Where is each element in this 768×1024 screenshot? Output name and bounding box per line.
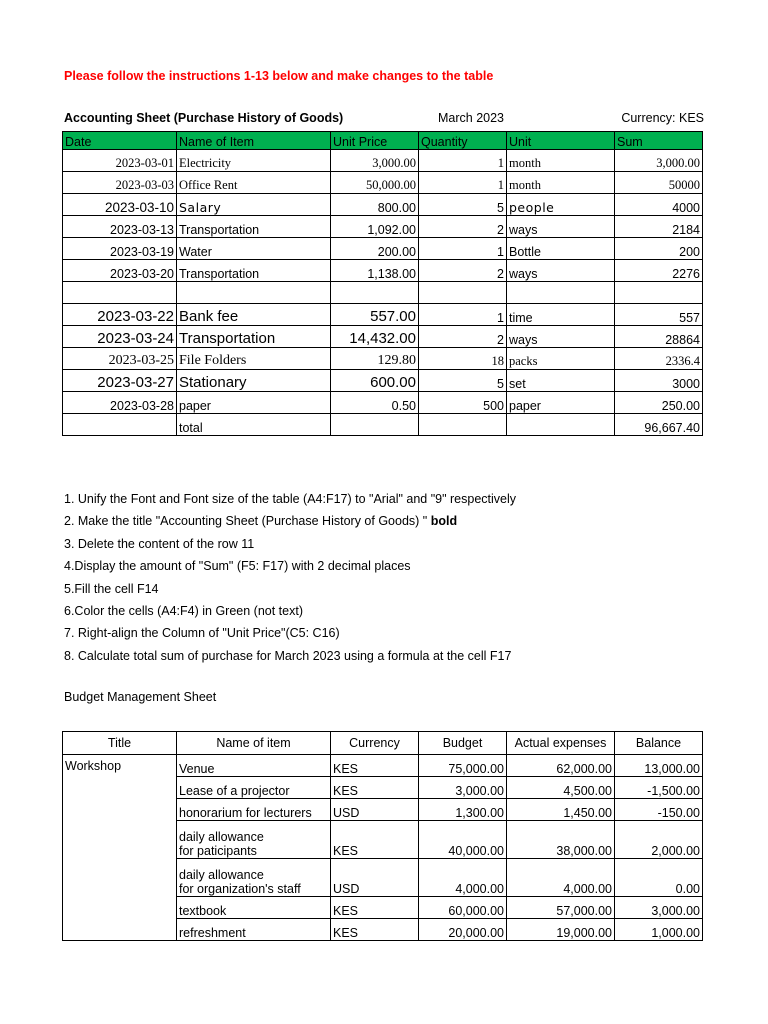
- cell-qty[interactable]: 1: [419, 150, 507, 172]
- cell-item[interactable]: refreshment: [177, 919, 331, 941]
- header-actual-expenses[interactable]: Actual expenses: [507, 732, 615, 755]
- cell-price[interactable]: 14,432.00: [331, 326, 419, 348]
- cell-unit[interactable]: [507, 414, 615, 436]
- header-unit[interactable]: Unit: [507, 132, 615, 150]
- cell-actual[interactable]: 4,000.00: [507, 859, 615, 897]
- cell-currency[interactable]: KES: [331, 897, 419, 919]
- cell-balance[interactable]: 0.00: [615, 859, 703, 897]
- cell-sum[interactable]: 2184: [615, 216, 703, 238]
- cell-currency[interactable]: KES: [331, 821, 419, 859]
- instruction-item: 8. Calculate total sum of purchase for March 2023 using a formula at the cell F17: [64, 648, 512, 663]
- cell-unit[interactable]: month: [507, 150, 615, 172]
- cell-unit[interactable]: ways: [507, 216, 615, 238]
- cell-qty[interactable]: 18: [419, 348, 507, 370]
- cell-item[interactable]: Bank fee: [177, 304, 331, 326]
- cell-price[interactable]: 1,138.00: [331, 260, 419, 282]
- cell-qty[interactable]: 1: [419, 238, 507, 260]
- cell-sum[interactable]: 250.00: [615, 392, 703, 414]
- cell-price[interactable]: [331, 282, 419, 304]
- accounting-title-row: [64, 111, 704, 127]
- cell-date[interactable]: 2023-03-25: [63, 348, 177, 370]
- cell-sum[interactable]: 557: [615, 304, 703, 326]
- cell-sum[interactable]: 200: [615, 238, 703, 260]
- cell-balance[interactable]: 2,000.00: [615, 821, 703, 859]
- cell-actual[interactable]: 38,000.00: [507, 821, 615, 859]
- cell-item[interactable]: Venue: [177, 755, 331, 777]
- cell-date[interactable]: [63, 282, 177, 304]
- cell-balance[interactable]: -1,500.00: [615, 777, 703, 799]
- cell-qty[interactable]: [419, 282, 507, 304]
- cell-item[interactable]: honorarium for lecturers: [177, 799, 331, 821]
- cell-price[interactable]: 600.00: [331, 370, 419, 392]
- cell-date[interactable]: 2023-03-20: [63, 260, 177, 282]
- table-row: [63, 260, 703, 282]
- cell-item-line1: daily allowance: [179, 830, 264, 844]
- cell-date[interactable]: 2023-03-10: [63, 194, 177, 216]
- cell-unit[interactable]: set: [507, 370, 615, 392]
- cell-unit[interactable]: ways: [507, 260, 615, 282]
- cell-sum[interactable]: 3000: [615, 370, 703, 392]
- cell-unit[interactable]: packs: [507, 348, 615, 370]
- cell-sum[interactable]: 50000: [615, 172, 703, 194]
- cell-item[interactable]: Electricity: [177, 150, 331, 172]
- cell-date[interactable]: 2023-03-01: [63, 150, 177, 172]
- cell-budget[interactable]: 4,000.00: [419, 859, 507, 897]
- cell-currency[interactable]: KES: [331, 919, 419, 941]
- cell-qty[interactable]: [419, 414, 507, 436]
- table-row: [63, 304, 703, 326]
- accounting-header-row: [63, 132, 703, 150]
- table-row: [63, 216, 703, 238]
- cell-item[interactable]: Office Rent: [177, 172, 331, 194]
- cell-sum[interactable]: 2276: [615, 260, 703, 282]
- cell-sum[interactable]: 28864: [615, 326, 703, 348]
- cell-qty[interactable]: 2: [419, 260, 507, 282]
- cell-total-sum[interactable]: 96,667.40: [615, 414, 703, 436]
- cell-item[interactable]: [177, 821, 331, 859]
- cell-group-workshop[interactable]: Workshop: [63, 755, 177, 941]
- cell-price[interactable]: 129.80: [331, 348, 419, 370]
- cell-price[interactable]: 557.00: [331, 304, 419, 326]
- cell-price[interactable]: [331, 414, 419, 436]
- cell-date[interactable]: 2023-03-03: [63, 172, 177, 194]
- accounting-title: Accounting Sheet (Purchase History of Goods): [64, 111, 344, 125]
- cell-date[interactable]: 2023-03-13: [63, 216, 177, 238]
- cell-actual[interactable]: 4,500.00: [507, 777, 615, 799]
- instruction-item: [64, 510, 516, 532]
- budget-table: [62, 731, 703, 941]
- instruction-item: 6.Color the cells (A4:F4) in Green (not text): [64, 604, 303, 619]
- instruction-item: 7. Right-align the Column of "Unit Price"(C5: C16): [64, 626, 340, 641]
- instruction-header: Please follow the instructions 1-13 below and make changes to the table: [64, 69, 494, 83]
- header-sum[interactable]: Sum: [615, 132, 703, 150]
- cell-item[interactable]: [177, 282, 331, 304]
- budget-title: Budget Management Sheet: [64, 690, 217, 704]
- cell-item[interactable]: paper: [177, 392, 331, 414]
- cell-item-line1: daily allowance: [179, 868, 264, 882]
- cell-price[interactable]: 3,000.00: [331, 150, 419, 172]
- instruction-item: 4.Display the amount of "Sum" (F5: F17) with 2 decimal places: [64, 559, 411, 574]
- cell-sum[interactable]: 3,000.00: [615, 150, 703, 172]
- header-date[interactable]: Date: [63, 132, 177, 150]
- cell-date[interactable]: 2023-03-27: [63, 370, 177, 392]
- cell-balance[interactable]: 3,000.00: [615, 897, 703, 919]
- header-unit-price[interactable]: Unit Price: [331, 132, 419, 150]
- header-item[interactable]: Name of Item: [177, 132, 331, 150]
- cell-price[interactable]: 200.00: [331, 238, 419, 260]
- cell-actual[interactable]: 1,450.00: [507, 799, 615, 821]
- cell-date[interactable]: 2023-03-24: [63, 326, 177, 348]
- header-name-of-item[interactable]: Name of item: [177, 732, 331, 755]
- cell-qty[interactable]: 2: [419, 216, 507, 238]
- cell-item[interactable]: Water: [177, 238, 331, 260]
- table-row: [63, 755, 703, 777]
- cell-qty[interactable]: 2: [419, 326, 507, 348]
- cell-item[interactable]: [177, 859, 331, 897]
- table-row: [63, 392, 703, 414]
- cell-balance[interactable]: 13,000.00: [615, 755, 703, 777]
- cell-currency[interactable]: USD: [331, 859, 419, 897]
- cell-currency[interactable]: USD: [331, 799, 419, 821]
- instruction-item: 1. Unify the Font and Font size of the table (A4:F17) to "Arial" and "9" respectively: [64, 492, 517, 506]
- table-row: [63, 150, 703, 172]
- budget-header-row: [63, 732, 703, 755]
- cell-price[interactable]: 1,092.00: [331, 216, 419, 238]
- cell-item[interactable]: Transportation: [177, 326, 331, 348]
- cell-actual[interactable]: 19,000.00: [507, 919, 615, 941]
- cell-unit[interactable]: time: [507, 304, 615, 326]
- cell-date[interactable]: 2023-03-22: [63, 304, 177, 326]
- cell-item[interactable]: File Folders: [177, 348, 331, 370]
- cell-unit[interactable]: [507, 282, 615, 304]
- cell-total-label[interactable]: total: [177, 414, 331, 436]
- header-title[interactable]: Title: [63, 732, 177, 755]
- cell-date[interactable]: 2023-03-28: [63, 392, 177, 414]
- cell-qty[interactable]: 1: [419, 172, 507, 194]
- cell-price[interactable]: 50,000.00: [331, 172, 419, 194]
- cell-actual[interactable]: 57,000.00: [507, 897, 615, 919]
- cell-unit[interactable]: people: [507, 194, 615, 216]
- cell-currency[interactable]: KES: [331, 777, 419, 799]
- instruction-text: 2. Make the title "Accounting Sheet (Purchase History of Goods) ": [64, 514, 428, 529]
- cell-balance[interactable]: -150.00: [615, 799, 703, 821]
- cell-qty[interactable]: 5: [419, 194, 507, 216]
- header-balance[interactable]: Balance: [615, 732, 703, 755]
- cell-date[interactable]: 2023-03-19: [63, 238, 177, 260]
- cell-budget[interactable]: 20,000.00: [419, 919, 507, 941]
- cell-item[interactable]: Transportation: [177, 260, 331, 282]
- instruction-bold-word: bold: [430, 514, 458, 529]
- cell-item[interactable]: Transportation: [177, 216, 331, 238]
- cell-item[interactable]: textbook: [177, 897, 331, 919]
- header-currency[interactable]: Currency: [331, 732, 419, 755]
- cell-budget[interactable]: 3,000.00: [419, 777, 507, 799]
- accounting-currency: Currency: KES: [621, 111, 704, 125]
- cell-date[interactable]: [63, 414, 177, 436]
- table-row-empty: [63, 282, 703, 304]
- cell-sum[interactable]: 4000: [615, 194, 703, 216]
- header-quantity[interactable]: Quantity: [419, 132, 507, 150]
- table-row: [63, 370, 703, 392]
- instruction-item: 3. Delete the content of the row 11: [64, 536, 255, 551]
- instruction-item: 5.Fill the cell F14: [64, 581, 159, 596]
- cell-price[interactable]: 0.50: [331, 392, 419, 414]
- cell-qty[interactable]: 5: [419, 370, 507, 392]
- cell-unit[interactable]: month: [507, 172, 615, 194]
- cell-unit[interactable]: ways: [507, 326, 615, 348]
- cell-budget[interactable]: 1,300.00: [419, 799, 507, 821]
- cell-sum[interactable]: 2336.4: [615, 348, 703, 370]
- cell-unit[interactable]: paper: [507, 392, 615, 414]
- cell-unit[interactable]: Bottle: [507, 238, 615, 260]
- accounting-month: March 2023: [438, 111, 505, 125]
- table-row: [63, 326, 703, 348]
- table-row: [63, 348, 703, 370]
- cell-price[interactable]: 800.00: [331, 194, 419, 216]
- cell-sum[interactable]: [615, 282, 703, 304]
- cell-balance[interactable]: 1,000.00: [615, 919, 703, 941]
- cell-qty[interactable]: 1: [419, 304, 507, 326]
- header-budget[interactable]: Budget: [419, 732, 507, 755]
- table-row: [63, 238, 703, 260]
- cell-item[interactable]: Stationary: [177, 370, 331, 392]
- table-row-total: [63, 414, 703, 436]
- instruction-list: [64, 488, 516, 667]
- accounting-table: [62, 131, 703, 436]
- cell-budget[interactable]: 60,000.00: [419, 897, 507, 919]
- cell-actual[interactable]: 62,000.00: [507, 755, 615, 777]
- cell-item[interactable]: Lease of a projector: [177, 777, 331, 799]
- cell-item-line2: for organization's staff: [179, 882, 301, 896]
- cell-currency[interactable]: KES: [331, 755, 419, 777]
- cell-budget[interactable]: 40,000.00: [419, 821, 507, 859]
- table-row: [63, 172, 703, 194]
- cell-item-line2: for paticipants: [179, 844, 257, 858]
- cell-item[interactable]: Salary: [177, 194, 331, 216]
- cell-qty[interactable]: 500: [419, 392, 507, 414]
- table-row: [63, 194, 703, 216]
- cell-budget[interactable]: 75,000.00: [419, 755, 507, 777]
